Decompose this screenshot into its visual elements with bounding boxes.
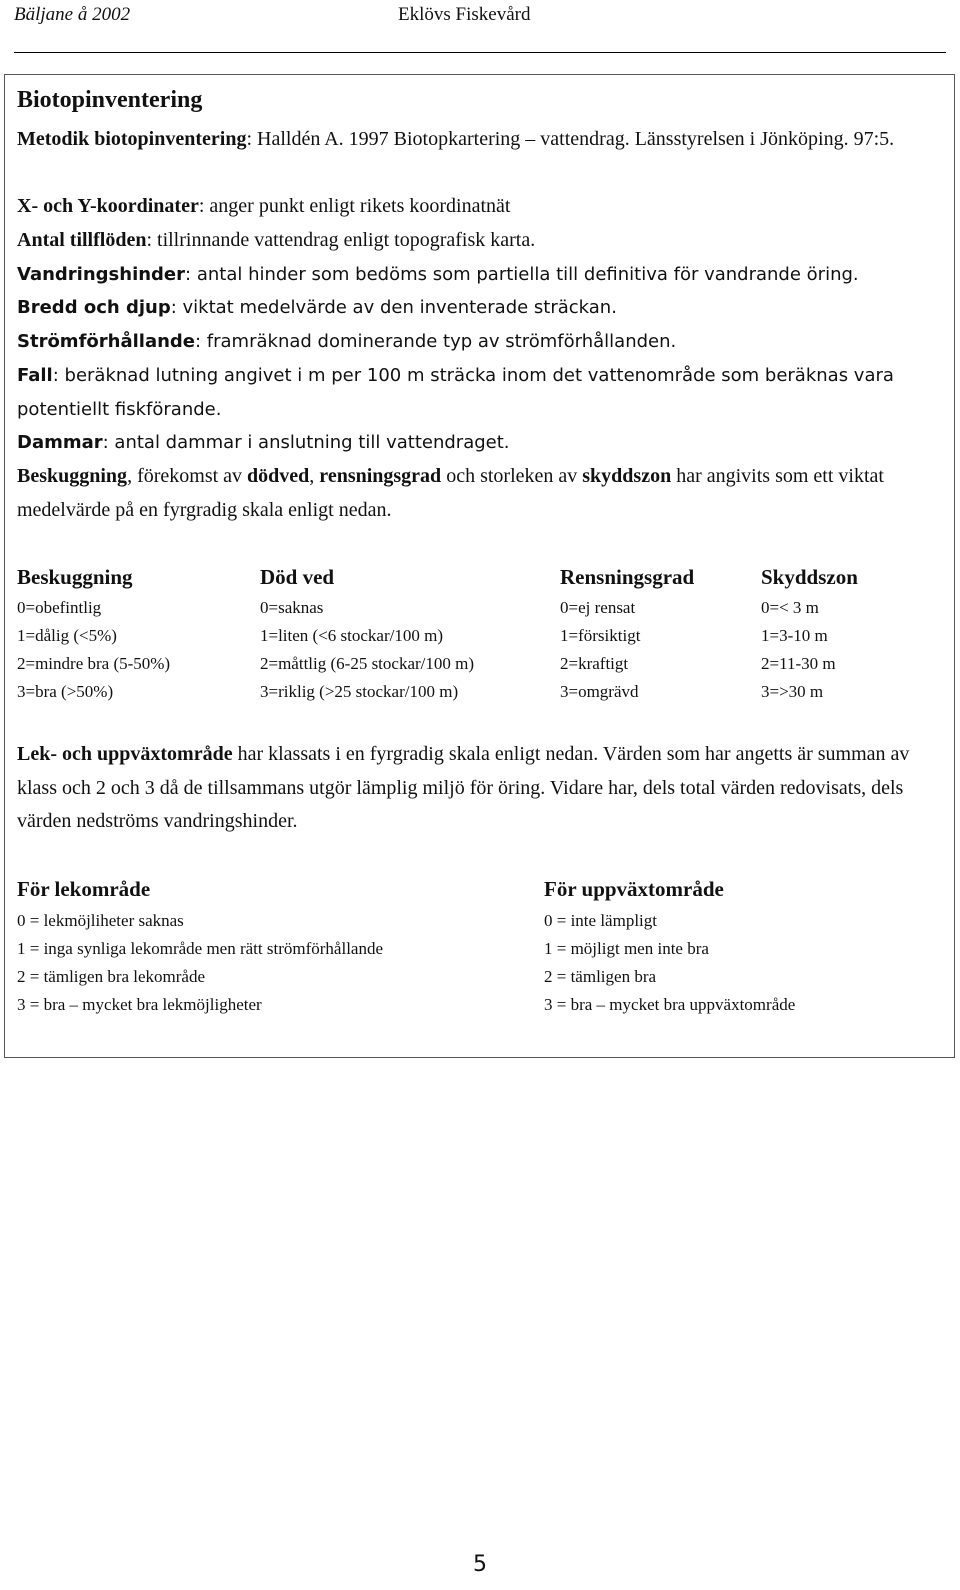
definition-term: X- och Y-koordinater xyxy=(17,195,199,217)
term-shading: Beskuggning xyxy=(17,465,128,487)
table-header-cell: Skyddszon xyxy=(761,565,858,589)
definition-term: Metodik biotopinventering xyxy=(17,128,247,150)
table-header-cell: Död ved xyxy=(260,565,335,589)
table-cell: 1=liten (<6 stockar/100 m) xyxy=(260,626,443,645)
header-left-text: Bäljane å 2002 xyxy=(14,4,131,25)
definition-width-depth xyxy=(17,291,922,325)
definition-text: : tillrinnande vattendrag enligt topografisk karta. xyxy=(146,229,536,251)
table-cell: 3 = bra – mycket bra lekmöjligheter xyxy=(17,995,262,1014)
table-cell: 3=bra (>50%) xyxy=(17,682,114,701)
paragraph-text: och storleken av xyxy=(441,465,583,487)
table-cell: 2=måttlig (6-25 stockar/100 m) xyxy=(260,654,475,673)
table-cell: 2=kraftigt xyxy=(560,654,629,673)
spawning-table xyxy=(17,877,937,1014)
definition-method xyxy=(17,123,922,157)
definition-term: Vandringshinder xyxy=(17,264,186,285)
definition-flow xyxy=(17,325,922,359)
table-cell: 2 = tämligen bra lekområde xyxy=(17,967,206,986)
table-header-cell: Beskuggning xyxy=(17,565,133,589)
term-clearing: rensningsgrad xyxy=(319,465,442,487)
table-cell: 3=>30 m xyxy=(761,682,824,701)
header-rule xyxy=(14,52,946,53)
definition-text: : Halldén A. 1997 Biotopkartering – vattendrag. Länsstyrelsen i Jönköping. 97:5. xyxy=(246,128,895,150)
table-cell: 0=obefintlig xyxy=(17,598,102,617)
table-cell: 1 = inga synliga lekområde men rätt strömförhållande xyxy=(17,939,384,958)
definition-text: : framräknad dominerande typ av strömförhållanden. xyxy=(195,331,677,352)
content-box xyxy=(4,74,955,1058)
table-cell: 1=försiktigt xyxy=(560,626,641,645)
lek-paragraph xyxy=(17,738,922,839)
table-cell: 3=omgrävd xyxy=(560,682,639,701)
definition-text: : antal hinder som bedöms som partiella till definitiva för vandrande öring. xyxy=(185,264,859,285)
header-right-text: Eklövs Fiskevård xyxy=(398,4,531,25)
paragraph-text: har angivits som ett viktat medelvärde på en fyrgradig skala enligt nedan. xyxy=(17,465,884,521)
definition-dams xyxy=(17,426,922,460)
definition-coordinates xyxy=(17,190,922,224)
table-header-cell: Rensningsgrad xyxy=(560,565,695,589)
definition-text: : beräknad lutning angivet i m per 100 m sträcka inom det vattenområde som beräknas vara potentiellt fiskförande. xyxy=(17,365,894,420)
term-deadwood: dödved xyxy=(247,465,310,487)
shading-paragraph xyxy=(17,460,922,527)
table-cell: 0 = inte lämpligt xyxy=(544,911,657,930)
table-header-cell: För lekområde xyxy=(17,877,151,901)
paragraph-text: , förekomst av xyxy=(127,465,248,487)
table-cell: 1=3-10 m xyxy=(761,626,828,645)
table-cell: 0=ej rensat xyxy=(560,598,636,617)
definition-term: Fall xyxy=(17,365,53,386)
definition-text: : antal dammar i anslutning till vattendraget. xyxy=(102,432,510,453)
definition-term: Dammar xyxy=(17,432,103,453)
table-cell: 0=saknas xyxy=(260,598,324,617)
definition-term: Bredd och djup xyxy=(17,297,171,318)
paragraph-text: , xyxy=(309,465,320,487)
term-buffer-zone: skyddszon xyxy=(582,465,672,487)
definition-text: : anger punkt enligt rikets koordinatnät xyxy=(198,195,511,217)
section-title: Biotopinventering xyxy=(17,87,203,113)
page-number: 5 xyxy=(473,1552,487,1577)
table-cell: 2=mindre bra (5-50%) xyxy=(17,654,171,673)
table-cell: 3 = bra – mycket bra uppväxtområde xyxy=(544,995,796,1014)
table-cell: 3=riklig (>25 stockar/100 m) xyxy=(260,682,459,701)
term-spawning-nursery: Lek- och uppväxtområde xyxy=(17,743,233,765)
definition-term: Antal tillflöden xyxy=(17,229,147,251)
table-cell: 1=dålig (<5%) xyxy=(17,626,117,645)
definition-term: Strömförhållande xyxy=(17,331,195,352)
paragraph-text: har klassats i en fyrgradig skala enligt nedan. Värden som har angetts är summan av klass och 2 och 3 då de tillsammans utgör lämplig miljö för öring. Vidare har, dels total värden redovisats, dels värden nedströms vandringshinder. xyxy=(17,743,910,832)
table-cell: 1 = möjligt men inte bra xyxy=(544,939,709,958)
table-cell: 0 = lekmöjliheter saknas xyxy=(17,911,184,930)
definition-barriers xyxy=(17,258,922,292)
table-cell: 2 = tämligen bra xyxy=(544,967,657,986)
definition-tributaries xyxy=(17,224,922,258)
table-header-cell: För uppväxtområde xyxy=(544,877,724,901)
table-cell: 0=< 3 m xyxy=(761,598,819,617)
scale-table xyxy=(17,565,937,701)
table-cell: 2=11-30 m xyxy=(761,654,836,673)
definition-text: : viktat medelvärde av den inventerade sträckan. xyxy=(170,297,617,318)
definition-gradient xyxy=(17,359,922,426)
